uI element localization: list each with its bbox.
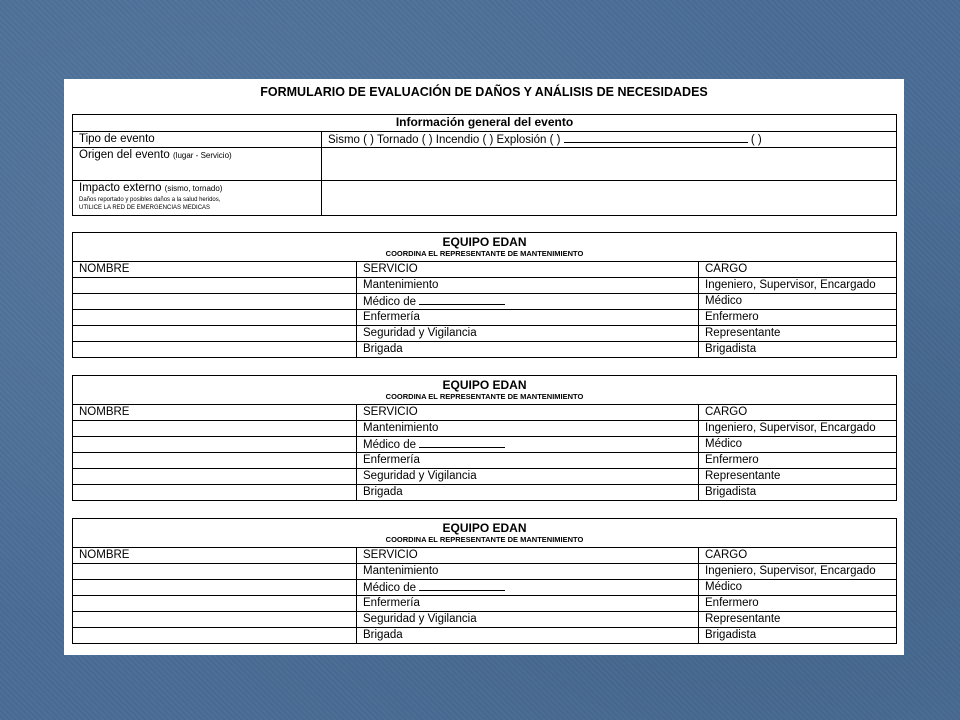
nombre-field[interactable] (73, 469, 357, 485)
nombre-field[interactable] (73, 310, 357, 326)
cargo-cell: Representante (699, 326, 897, 342)
col-header-nombre: NOMBRE (73, 548, 357, 564)
nombre-field[interactable] (73, 485, 357, 501)
team-header (73, 233, 897, 262)
table-row (73, 453, 897, 469)
servicio-cell: Mantenimiento (357, 421, 699, 437)
form-sheet (64, 79, 904, 655)
cargo-cell: Ingeniero, Supervisor, Encargado (699, 278, 897, 294)
cargo-cell: Brigadista (699, 485, 897, 501)
servicio-cell: Enfermería (357, 596, 699, 612)
servicio-cell: Mantenimiento (357, 564, 699, 580)
team-subtitle: COORDINA EL REPRESENTANTE DE MANTENIMIENTO (385, 392, 584, 401)
table-row (73, 421, 897, 437)
cargo-cell: Médico (699, 580, 897, 596)
event-type-options[interactable]: Sismo ( ) Tornado ( ) Incendio ( ) Explosión ( ) ( ) (322, 132, 897, 148)
col-header-servicio: SERVICIO (357, 548, 699, 564)
table-row (73, 437, 897, 453)
edan-team-table-2 (72, 375, 897, 501)
nombre-field[interactable] (73, 453, 357, 469)
cargo-cell: Médico (699, 437, 897, 453)
general-info-table (72, 114, 897, 216)
team-header (73, 519, 897, 548)
external-impact-note-1: Daños reportado y posibles daños a la salud heridos, (79, 197, 221, 203)
nombre-field[interactable] (73, 437, 357, 453)
nombre-field[interactable] (73, 596, 357, 612)
table-row (73, 628, 897, 644)
nombre-field[interactable] (73, 564, 357, 580)
nombre-field[interactable] (73, 421, 357, 437)
external-impact-label: Impacto externo (sismo, tornado) Daños reportado y posibles daños a la salud heridos, UTILICE LA RED DE EMERGENCIAS MEDICAS (73, 181, 322, 216)
col-header-cargo: CARGO (699, 548, 897, 564)
table-row (73, 596, 897, 612)
servicio-cell: Médico de (357, 580, 699, 596)
event-type-label: Tipo de evento (73, 132, 322, 148)
col-header-servicio: SERVICIO (357, 405, 699, 421)
nombre-field[interactable] (73, 326, 357, 342)
nombre-field[interactable] (73, 612, 357, 628)
table-row (73, 326, 897, 342)
cargo-cell: Enfermero (699, 453, 897, 469)
table-row (73, 342, 897, 358)
servicio-cell: Seguridad y Vigilancia (357, 469, 699, 485)
nombre-field[interactable] (73, 342, 357, 358)
team-title: EQUIPO EDAN (442, 521, 527, 535)
nombre-field[interactable] (73, 278, 357, 294)
cargo-cell: Representante (699, 612, 897, 628)
general-info-header: Información general del evento (73, 115, 897, 132)
medico-specialty-blank[interactable] (419, 294, 505, 305)
col-header-nombre: NOMBRE (73, 405, 357, 421)
medico-specialty-blank[interactable] (419, 437, 505, 448)
servicio-cell: Seguridad y Vigilancia (357, 612, 699, 628)
edan-team-table-3 (72, 518, 897, 644)
cargo-cell: Ingeniero, Supervisor, Encargado (699, 564, 897, 580)
medico-specialty-blank[interactable] (419, 580, 505, 591)
team-subtitle: COORDINA EL REPRESENTANTE DE MANTENIMIENTO (385, 249, 584, 258)
external-impact-field[interactable] (322, 181, 897, 216)
cargo-cell: Enfermero (699, 596, 897, 612)
table-row (73, 310, 897, 326)
event-origin-label: Origen del evento (lugar - Servicio) (73, 148, 322, 181)
table-row (73, 612, 897, 628)
nombre-field[interactable] (73, 580, 357, 596)
cargo-cell: Enfermero (699, 310, 897, 326)
col-header-servicio: SERVICIO (357, 262, 699, 278)
servicio-cell: Enfermería (357, 310, 699, 326)
cargo-cell: Ingeniero, Supervisor, Encargado (699, 421, 897, 437)
servicio-cell: Médico de (357, 294, 699, 310)
servicio-cell: Brigada (357, 485, 699, 501)
servicio-cell: Brigada (357, 342, 699, 358)
servicio-cell: Brigada (357, 628, 699, 644)
cargo-cell: Brigadista (699, 342, 897, 358)
col-header-nombre: NOMBRE (73, 262, 357, 278)
form-title: FORMULARIO DE EVALUACIÓN DE DAÑOS Y ANÁLISIS DE NECESIDADES (260, 85, 708, 99)
team-title: EQUIPO EDAN (442, 235, 527, 249)
external-impact-note-2: UTILICE LA RED DE EMERGENCIAS MEDICAS (79, 205, 211, 211)
col-header-cargo: CARGO (699, 262, 897, 278)
team-subtitle: COORDINA EL REPRESENTANTE DE MANTENIMIENTO (385, 535, 584, 544)
event-origin-field[interactable] (322, 148, 897, 181)
cargo-cell: Médico (699, 294, 897, 310)
edan-team-table-1 (72, 232, 897, 358)
table-row (73, 485, 897, 501)
servicio-cell: Enfermería (357, 453, 699, 469)
table-row (73, 469, 897, 485)
servicio-cell: Médico de (357, 437, 699, 453)
team-title: EQUIPO EDAN (442, 378, 527, 392)
event-type-other-blank[interactable] (564, 132, 748, 143)
table-row (73, 278, 897, 294)
table-row (73, 580, 897, 596)
table-row (73, 564, 897, 580)
table-row (73, 294, 897, 310)
nombre-field[interactable] (73, 628, 357, 644)
cargo-cell: Representante (699, 469, 897, 485)
team-header (73, 376, 897, 405)
col-header-cargo: CARGO (699, 405, 897, 421)
servicio-cell: Mantenimiento (357, 278, 699, 294)
servicio-cell: Seguridad y Vigilancia (357, 326, 699, 342)
cargo-cell: Brigadista (699, 628, 897, 644)
nombre-field[interactable] (73, 294, 357, 310)
